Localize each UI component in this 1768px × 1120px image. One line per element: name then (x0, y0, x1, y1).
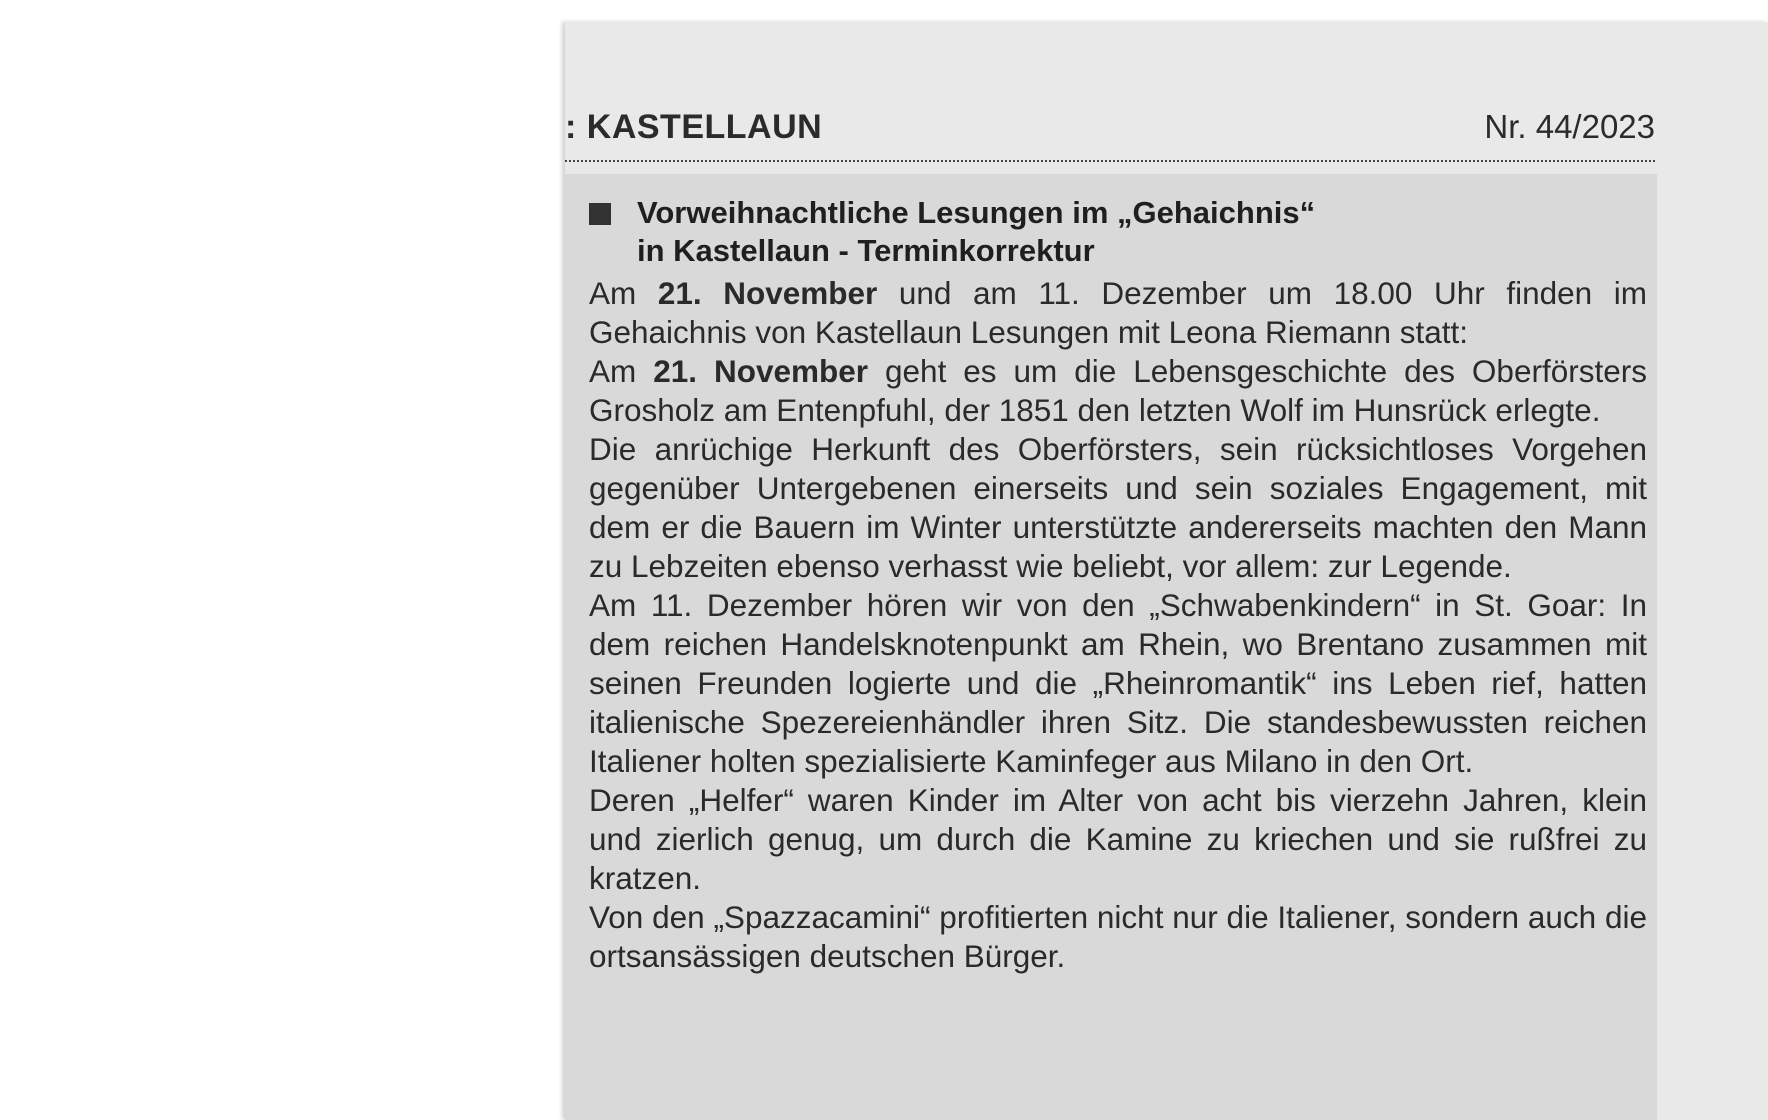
paragraph-2 (589, 352, 1647, 430)
article-headline (589, 194, 1629, 270)
page-header (565, 100, 1655, 160)
p2-date: 21. November (653, 353, 869, 389)
p1-date: 21. November (657, 275, 878, 311)
p1-text: und am 11. Dezember um 18.00 Uhr finden im Gehaichnis von Kastellaun Lesungen mit Leona Riemann statt: (589, 275, 1647, 350)
newspaper-clipping (565, 22, 1768, 1120)
p2-text: geht es um die Lebensgeschichte des Oberförsters Grosholz am Entenpfuhl, der 1851 den letzten Wolf im Hunsrück erlegte. (589, 353, 1647, 428)
paragraph-6: Von den „Spazzacamini“ profitierten nicht nur die Italiener, sondern auch die ortsansässigen deutschen Bürger. (589, 899, 1647, 974)
issue-number: Nr. 44/2023 (1484, 108, 1655, 145)
paragraph-1 (589, 274, 1647, 352)
paragraph-4: Am 11. Dezember hören wir von den „Schwabenkindern“ in St. Goar: In dem reichen Handelsknotenpunkt am Rhein, wo Brentano zusammen mit seinen Freunden logierte und die „Rheinromantik“ ins Leben rief, hatten italienische Spezereienhändler ihren Sitz. Die standesbewussten reichen Italiener holten spezialisierte Kaminfeger aus Milano in den Ort. (589, 587, 1647, 779)
header-divider (565, 160, 1655, 162)
paragraph-5: Deren „Helfer“ waren Kinder im Alter von acht bis vierzehn Jahren, klein und zierlich genug, um durch die Kamine zu kriechen und sie rußfrei zu kratzen. (589, 782, 1647, 896)
scan-background (0, 0, 565, 1120)
headline-text: Vorweihnachtliche Lesungen im „Gehaichnis“ in Kastellaun - Terminkorrektur (637, 195, 1316, 268)
section-name: : KASTELLAUN (565, 108, 823, 146)
p1-prefix: Am (589, 275, 658, 311)
square-bullet-icon (589, 203, 611, 225)
paragraph-3: Die anrüchige Herkunft des Oberförsters, sein rücksichtloses Vorgehen gegenüber Untergebenen einerseits und sein soziales Engagement, mit dem er die Bauern im Winter unterstützte andererseits machten den Mann zu Lebzeiten ebenso verhasst wie beliebt, vor allem: zur Legende. (589, 431, 1647, 584)
article (565, 174, 1657, 1120)
p2-prefix: Am (589, 353, 654, 389)
article-body (589, 274, 1647, 976)
